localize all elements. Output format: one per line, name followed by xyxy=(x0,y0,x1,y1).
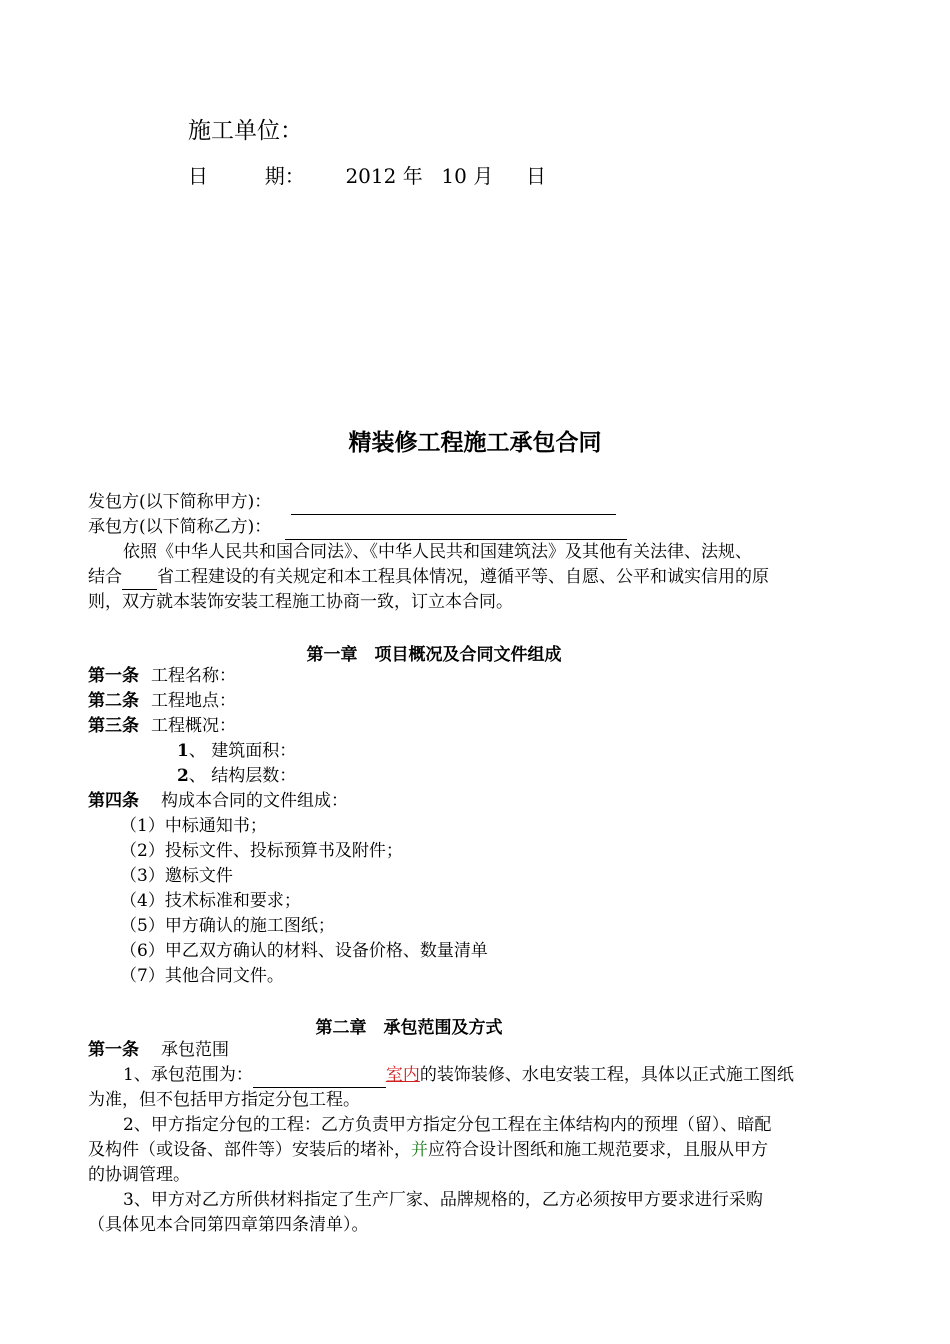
date-month-unit: 月 xyxy=(473,164,494,188)
party-b-blank xyxy=(285,521,627,540)
party-b-label: 承包方(以下简称乙方)： xyxy=(88,517,272,537)
structure-floors-item: 2、 结构层数： xyxy=(177,766,297,786)
preamble-line-2: 结合 省工程建设的有关规定和本工程具体情况，遵循平等、自愿、公平和诚实信用的原 xyxy=(88,565,769,590)
date-label-period: 期： xyxy=(264,164,305,188)
chapter1-article-2: 第二条 工程地点： xyxy=(88,691,236,711)
party-a-blank xyxy=(291,496,616,515)
highlighted-word: 并 xyxy=(411,1140,428,1160)
article-label: 第四条 xyxy=(88,791,139,811)
chapter1-article-3: 第三条 工程概况： xyxy=(88,716,236,736)
document-list-item: （6）甲乙双方确认的材料、设备价格、数量清单 xyxy=(120,941,488,961)
date-year: 2012 xyxy=(345,164,397,188)
contract-title: 精装修工程施工承包合同 xyxy=(348,429,602,456)
document-list-item: （4）技术标准和要求； xyxy=(120,891,301,911)
party-a-line xyxy=(88,490,616,515)
article-label: 第一条 xyxy=(88,666,139,686)
chapter2-article-1: 第一条 承包范围 xyxy=(88,1040,229,1060)
scope-clause-2-line-3: 的协调管理。 xyxy=(88,1165,190,1185)
document-list-item: （5）甲方确认的施工图纸； xyxy=(120,916,335,936)
document-list-item: （2）投标文件、投标预算书及附件； xyxy=(120,841,403,861)
scope-indoor: 室内 xyxy=(385,1065,420,1085)
document-list-item: （3）邀标文件 xyxy=(120,866,233,886)
article-label: 第一条 xyxy=(88,1040,139,1060)
building-area-item: 1、 建筑面积： xyxy=(177,741,297,761)
construction-unit-label: 施工单位： xyxy=(188,118,303,144)
document-list-item: （7）其他合同文件。 xyxy=(120,966,284,986)
article-label: 第三条 xyxy=(88,716,139,736)
article-label: 第二条 xyxy=(88,691,139,711)
chapter-1-heading: 第一章 项目概况及合同文件组成 xyxy=(306,645,562,665)
scope-clause-3-line-1: 3、甲方对乙方所供材料指定了生产厂家、品牌规格的，乙方必须按甲方要求进行采购 xyxy=(123,1190,763,1210)
date-year-unit: 年 xyxy=(402,164,423,188)
date-day-unit: 日 xyxy=(525,164,546,188)
scope-clause-1-line-2: 为准，但不包括甲方指定分包工程。 xyxy=(88,1090,360,1110)
document-list-item: （1）中标通知书； xyxy=(120,816,267,836)
scope-clause-1-line-1: 1、承包范围为： 室内的装饰装修、水电安装工程，具体以正式施工图纸 xyxy=(123,1063,794,1088)
scope-clause-3-line-2: （具体见本合同第四章第四条清单）。 xyxy=(88,1215,369,1235)
scope-clause-2-line-2: 及构件（或设备、部件等）安装后的堵补，并应符合设计图纸和施工规范要求，且服从甲方 xyxy=(88,1140,768,1160)
party-b-line xyxy=(88,515,627,540)
party-a-label: 发包方(以下简称甲方)： xyxy=(88,492,272,512)
chapter-2-heading: 第二章 承包范围及方式 xyxy=(315,1018,503,1038)
date-month: 10 xyxy=(441,164,467,188)
chapter1-article-1: 第一条 工程名称： xyxy=(88,666,236,686)
date-label-day: 日 xyxy=(188,164,208,188)
preamble-line-3: 则，双方就本装饰安装工程施工协商一致，订立本合同。 xyxy=(88,592,513,612)
preamble-line-1: 依照《中华人民共和国合同法》、《中华人民共和国建筑法》及其他有关法律、法规、 xyxy=(123,542,752,562)
chapter1-article-4: 第四条 构成本合同的文件组成： xyxy=(88,791,348,811)
province-blank xyxy=(122,571,157,590)
scope-clause-2-line-1: 2、甲方指定分包的工程：乙方负责甲方指定分包工程在主体结构内的预埋（留）、暗配 xyxy=(123,1115,772,1135)
scope-blank xyxy=(253,1069,386,1088)
date-line xyxy=(188,160,546,189)
